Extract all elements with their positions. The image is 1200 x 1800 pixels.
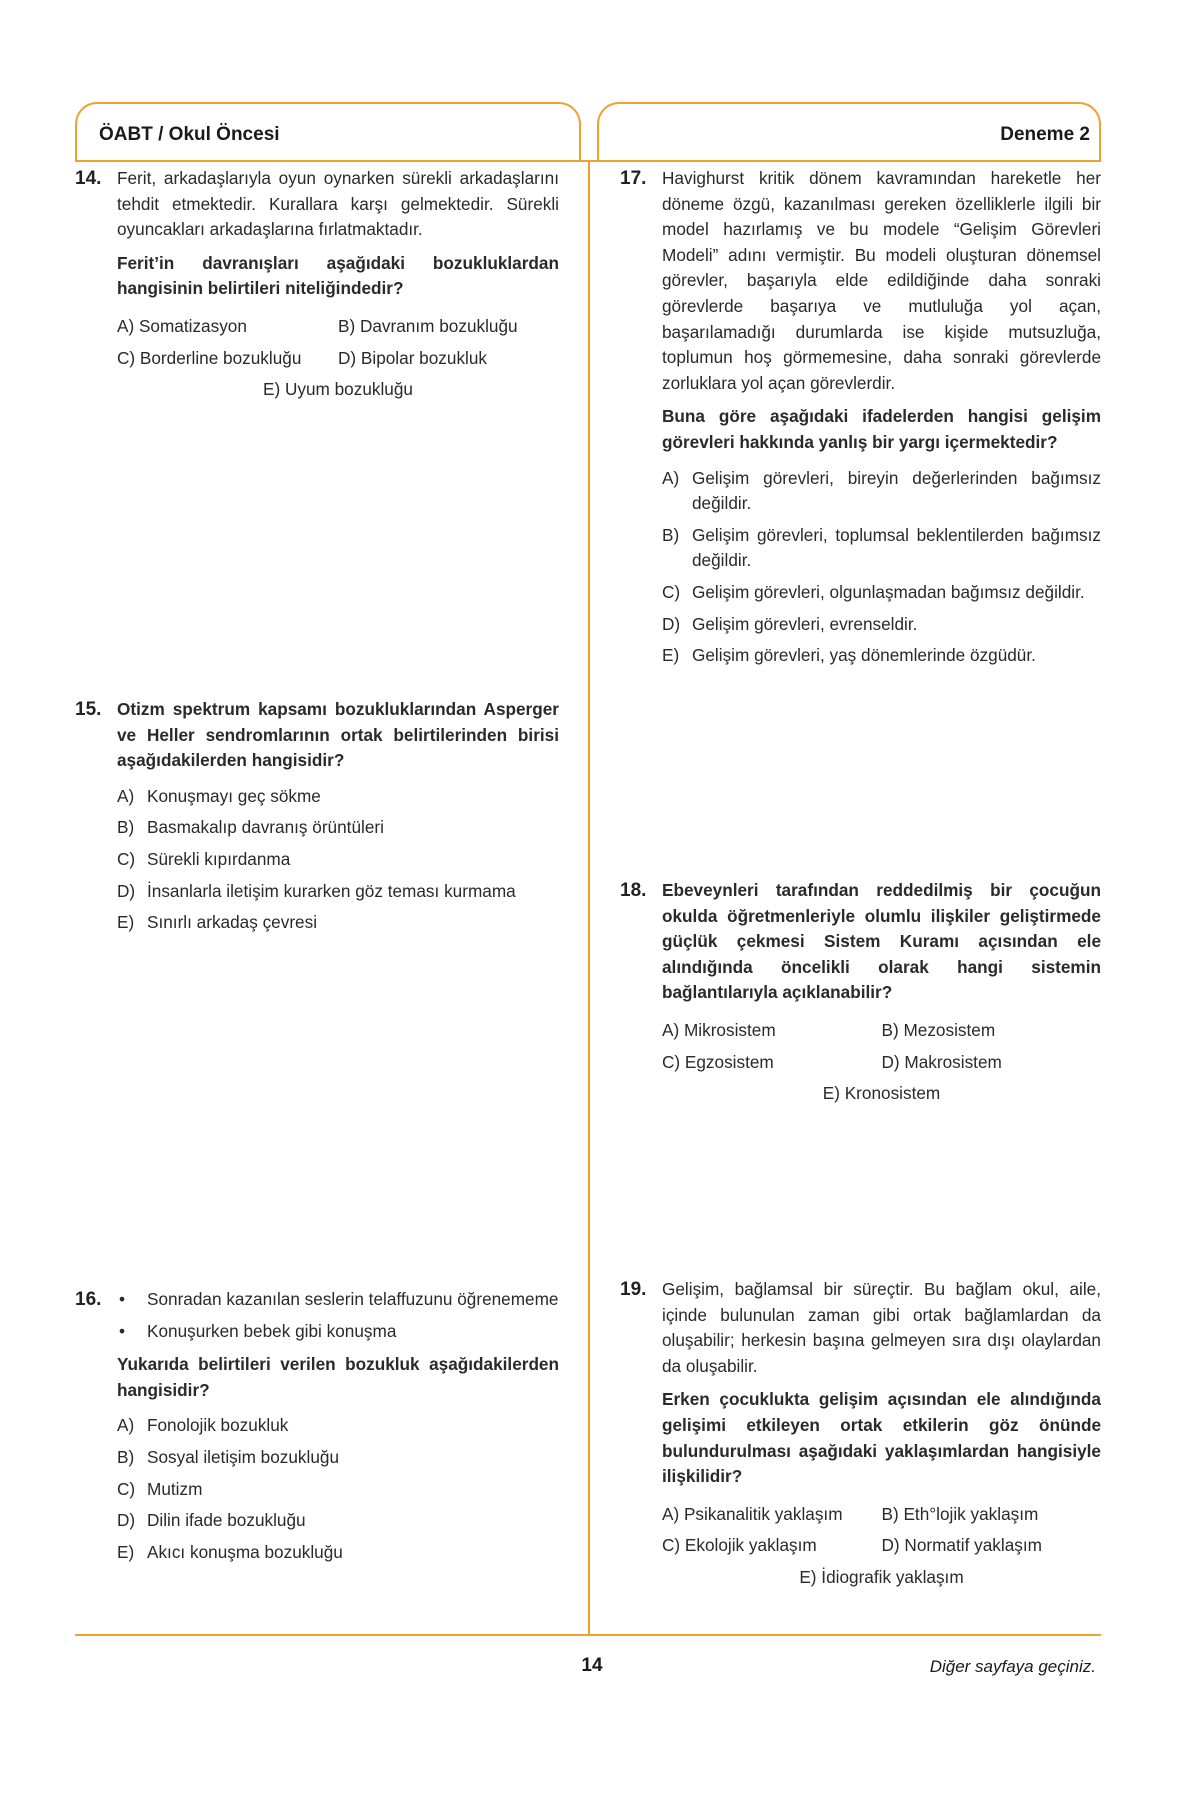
- question-number: 17.: [620, 168, 647, 189]
- question-stem: Ferit, arkadaşlarıyla oyun oynarken sürekli arkadaşlarını tehdit etmektedir. Kurallara karşı gelmektedir. Sürekli oyuncakları arkadaşlarına fırlatmaktadır.: [117, 168, 559, 240]
- question-number: 19.: [620, 1279, 647, 1300]
- option-a[interactable]: A) Konuşmayı geç sökme: [117, 785, 321, 806]
- exam-section: Deneme 2: [1000, 124, 1090, 145]
- footer-divider: [75, 1634, 1101, 1636]
- option-b[interactable]: B) Gelişim görevleri, toplumsal beklentilerden bağımsız değildir.: [662, 524, 1101, 571]
- option-b[interactable]: B) Mezosistem: [881, 1019, 996, 1040]
- bullet-icon: •: [119, 1320, 126, 1341]
- question-19: [620, 1277, 1101, 1591]
- option-c[interactable]: C) Ekolojik yaklaşım: [662, 1535, 817, 1556]
- option-c[interactable]: C) Mutizm: [117, 1478, 203, 1499]
- bullet-icon: •: [119, 1289, 126, 1309]
- option-d[interactable]: D) Dilin ifade bozukluğu: [117, 1510, 306, 1531]
- options: [662, 466, 1101, 669]
- question-16: [75, 1287, 559, 1571]
- option-a[interactable]: A) Psikanalitik yaklaşım: [662, 1503, 843, 1524]
- question-prompt: Ferit’in davranışları aşağıdaki bozukluklardan hangisinin belirtileri niteliğindedir?: [117, 252, 559, 299]
- question-prompt: Ebeveynleri tarafından reddedilmiş bir çocuğun okulda öğretmenleriyle olumlu ilişkiler geliştirmede güçlük çekmesi Sistem Kuramı açısından ele alındığında öncelikli olarak hangi sistemin bağlantılarıyla açıklanabilir?: [662, 880, 1101, 1003]
- option-c[interactable]: C) Sürekli kıpırdanma: [117, 848, 291, 869]
- option-d[interactable]: D) İnsanlarla iletişim kurarken göz teması kurmama: [117, 880, 516, 901]
- option-e[interactable]: E) İdiografik yaklaşım: [799, 1566, 964, 1587]
- next-page-note: Diğer sayfaya geçiniz.: [929, 1657, 1096, 1676]
- option-a[interactable]: A) Fonolojik bozukluk: [117, 1415, 289, 1436]
- exam-title: ÖABT / Okul Öncesi: [99, 124, 280, 145]
- options: [662, 1018, 1101, 1075]
- list-item: • Konuşurken bebek gibi konuşma: [117, 1319, 559, 1345]
- question-stem: Havighurst kritik dönem kavramından hareketle her döneme özgü, kazanılması gereken özelliklerle ilgili bir model hazırlamış ve bu modele “Gelişim Görevleri Modeli” adını vermiştir. Bu modeli oluşturan dönemsel görevler, başarıyla elde edildiğinde daha sonraki görevlerde başarıya ve mutluluğa yol açan, başarılamadığı durumlarda ise kişide mutsuzluğa, toplumun hoş görmemesine, daha sonraki görevlerde zorluklara yol açan görevlerdir.: [662, 168, 1101, 393]
- question-number: 16.: [75, 1289, 102, 1310]
- option-a[interactable]: A) Gelişim görevleri, bireyin değerlerinden bağımsız değildir.: [662, 467, 1101, 514]
- question-stem: Gelişim, bağlamsal bir süreçtir. Bu bağlam okul, aile, içinde bulunulan zaman gibi ortak bağlamlardan da oluşabilir; herkesin başına gelmeyen sıra dışı olaylardan da oluşabilir.: [662, 1279, 1101, 1376]
- option-e[interactable]: E) Kronosistem: [822, 1083, 941, 1104]
- question-17: [620, 166, 1101, 675]
- list-item: • Sonradan kazanılan seslerin telaffuzunu öğrenememe: [117, 1287, 559, 1313]
- question-prompt: Otizm spektrum kapsamı bozukluklarından Asperger ve Heller sendromlarının ortak belirtilerinden birisi aşağıdakilerden hangisidir?: [117, 699, 559, 771]
- option-e[interactable]: E) Gelişim görevleri, yaş dönemlerinde özgüdür.: [662, 645, 1036, 666]
- question-number: 18.: [620, 880, 647, 901]
- option-b[interactable]: B) Basmakalıp davranış örüntüleri: [117, 817, 384, 838]
- question-prompt: Yukarıda belirtileri verilen bozukluk aşağıdakilerden hangisidir?: [117, 1354, 559, 1400]
- option-a[interactable]: A) Somatizasyon: [117, 315, 247, 336]
- option-e[interactable]: E) Sınırlı arkadaş çevresi: [117, 912, 318, 933]
- options: [117, 314, 559, 371]
- question-prompt: Buna göre aşağıdaki ifadelerden hangisi gelişim görevleri hakkında yanlış bir yargı içermektedir?: [662, 406, 1101, 452]
- question-number: 14.: [75, 168, 102, 189]
- question-number: 15.: [75, 699, 102, 720]
- option-c[interactable]: C) Gelişim görevleri, olgunlaşmadan bağımsız değildir.: [662, 581, 1085, 602]
- option-d[interactable]: D) Gelişim görevleri, evrenseldir.: [662, 613, 918, 634]
- option-e[interactable]: E) Uyum bozukluğu: [263, 379, 413, 400]
- page-number: 14: [581, 1655, 603, 1676]
- options: [117, 1413, 559, 1565]
- question-15: [75, 697, 559, 942]
- symptom-list: [117, 1287, 559, 1344]
- option-b[interactable]: B) Eth°lojik yaklaşım: [881, 1503, 1039, 1524]
- options: [117, 784, 559, 936]
- option-e[interactable]: E) Akıcı konuşma bozukluğu: [117, 1541, 343, 1562]
- option-d[interactable]: D) Normatif yaklaşım: [881, 1535, 1042, 1556]
- question-18: [620, 878, 1101, 1107]
- option-a[interactable]: A) Mikrosistem: [662, 1019, 776, 1040]
- option-b[interactable]: B) Davranım bozukluğu: [338, 315, 518, 336]
- option-c[interactable]: C) Egzosistem: [662, 1051, 774, 1072]
- question-prompt: Erken çocuklukta gelişim açısından ele alındığında gelişimi etkileyen ortak etkilerin göz önünde bulundurulması aşağıdaki yaklaşımlardan hangisiyle ilişkilidir?: [662, 1389, 1101, 1487]
- option-d[interactable]: D) Bipolar bozukluk: [338, 347, 488, 368]
- option-b[interactable]: B) Sosyal iletişim bozukluğu: [117, 1446, 340, 1467]
- option-d[interactable]: D) Makrosistem: [881, 1051, 1002, 1072]
- options: [662, 1502, 1101, 1559]
- question-14: [75, 166, 559, 403]
- column-divider: [588, 160, 590, 1636]
- option-c[interactable]: C) Borderline bozukluğu: [117, 347, 302, 368]
